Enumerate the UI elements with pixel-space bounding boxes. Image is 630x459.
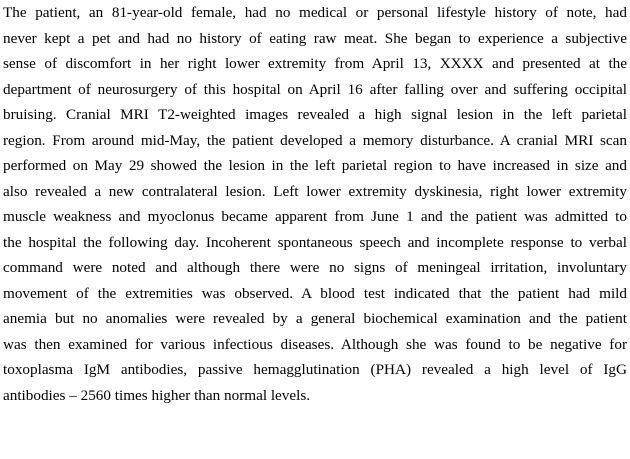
- text-line: region. From around mid-May, the patient developed a memory disturbance. A cranial MRI scan: [3, 131, 627, 149]
- text-line: department of neurosurgery of this hospital on April 16 after falling over and suffering occipital: [3, 80, 627, 98]
- text-line: never kept a pet and had no history of eating raw meat. She began to experience a subjective: [3, 29, 627, 47]
- text-line: The patient, an 81-year-old female, had no medical or personal lifestyle history of note, had: [3, 4, 627, 21]
- text-line: sense of discomfort in her right lower extremity from April 13, XXXX and presented at the: [3, 55, 627, 72]
- text-line: antibodies – 2560 times higher than normal levels.: [3, 386, 311, 404]
- text-line: muscle weakness and myoclonus became apparent from June 1 and the patient was admitted to: [3, 208, 627, 225]
- text-line: movement of the extremities was observed. A blood test indicated that the patient had mild: [3, 284, 627, 302]
- text-line: the hospital the following day. Incoherent spontaneous speech and incomplete response to verbal: [3, 233, 627, 251]
- text-line: command were noted and although there were no signs of meningeal irritation, involuntary: [3, 259, 627, 276]
- text-line: toxoplasma IgM antibodies, passive hemagglutination (PHA) revealed a high level of IgG: [3, 361, 627, 378]
- text-line: anemia but no anomalies were revealed by a general biochemical examination and the patient: [3, 310, 627, 327]
- text-line: performed on May 29 showed the lesion in the left parietal region to have increased in size and: [3, 157, 627, 174]
- text-line: bruising. Cranial MRI T2-weighted images revealed a high signal lesion in the left parietal: [3, 106, 627, 123]
- case-report-paragraph: [3, 0, 627, 408]
- text-line: was then examined for various infectious diseases. Although she was found to be negative for: [3, 335, 627, 353]
- text-line: also revealed a new contralateral lesion. Left lower extremity dyskinesia, right lower extremity: [3, 182, 627, 200]
